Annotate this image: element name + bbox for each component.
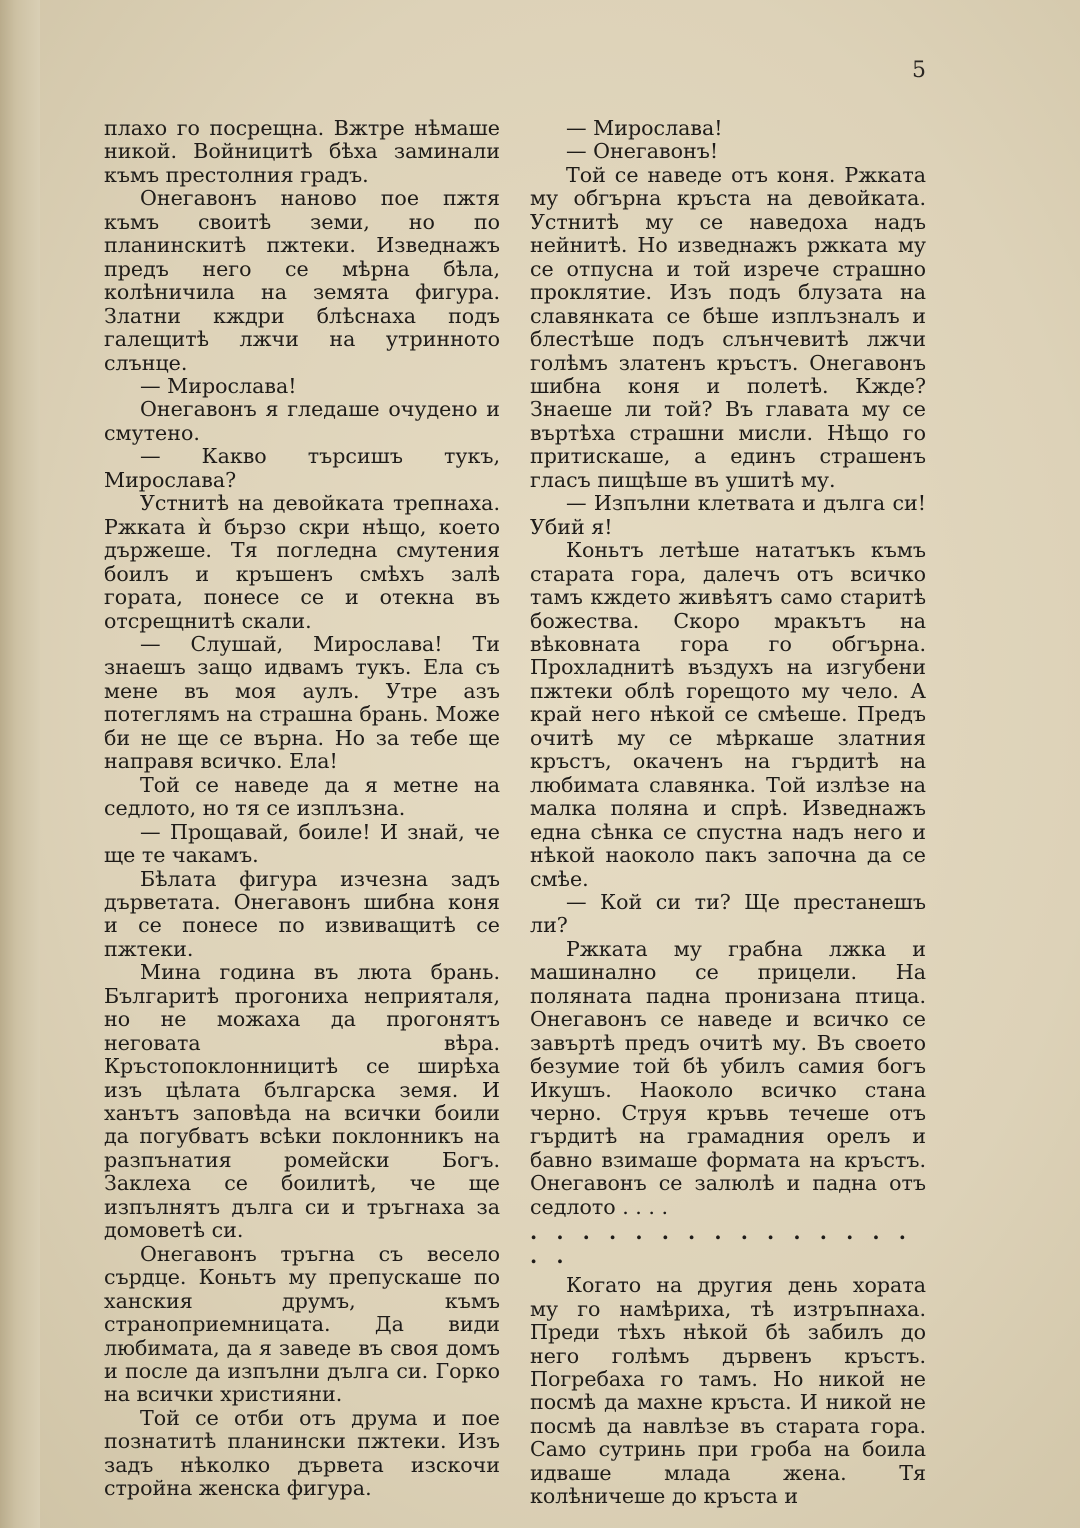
dialogue-line: — Слушай, Мирослава! Ти знаешъ защо идвамъ тукъ. Ела съ мене въ моя аулъ. Утре азъ потеглямъ на страшна брань. Може би не ще се върна. Но за тебе ще направя всичко. Ела! bbox=[104, 631, 500, 774]
paragraph: плахо го посрещна. Вжтре нѣмаше никой. Войницитѣ бѣха заминали къмъ престолния градъ. bbox=[104, 116, 500, 187]
dialogue-line: — Мирослава! bbox=[140, 373, 297, 398]
paragraph: Устнитѣ на девойката трепнаха. Ржката ѝ бързо скри нѣщо, което държеше. Тя погледна смутения боилъ и кръшенъ смѣхъ залѣ гората, понесе се и отекна въ отсрещнитѣ скали. bbox=[104, 491, 500, 633]
dialogue-line: — Какво търсишъ тукъ, Мирослава? bbox=[104, 444, 500, 492]
paragraph: Мина година въ люта брань. Българитѣ прогониха неприяталя, но не можаха да прогонятъ неговата вѣра. Кръстопоклонницитѣ се ширѣха изъ цѣлата българска земя. И ханътъ заповѣда на всички боили да погубватъ всѣки поклонникъ на разпънатия ромейски Богъ. Заклеха се боилитѣ, че ще изпълнятъ дълга си и тръгнаха за домоветѣ си. bbox=[104, 960, 500, 1243]
right-column bbox=[530, 117, 926, 1509]
dialogue-line: — Мирослава! bbox=[566, 116, 723, 140]
paragraph: Когато на другия день хората му го намѣриха, тѣ изтръпнаха. Преди тѣхъ нѣкой бѣ забилъ до него голѣмъ дървенъ кръстъ. Погребаха го тамъ. Но никой не посмѣ да махне кръста. И никой не посмѣ да навлѣзе въ старата гора. Само сутринь при гроба на боила идваше млада жена. Тя колѣничеше до кръста и bbox=[530, 1273, 926, 1509]
page-spine-shadow bbox=[0, 0, 40, 1528]
paragraph: Ржката му грабна лжка и машинално се прицели. На поляната падна пронизана птица. Онегавонъ се наведе и всичко се завъртѣ предъ очитѣ му. Въ своето безумие той бѣ убилъ самия богъ Икушъ. Наоколо всичко стана черно. Струя кръвь течеше отъ гърдитѣ на грамадния орелъ и бавно взимаше формата на кръстъ. Онегавонъ се залюлѣ и падна отъ седлото . . . . bbox=[530, 936, 926, 1219]
paragraph: Онегавонъ наново пое пжтя къмъ своитѣ земи, но по планинскитѣ пжтеки. Изведнажъ предъ него се мѣрна бѣла, колѣничила на земята фигура. Златни кждри блѣснаха подъ галещитѣ лжчи на утринното слънце. bbox=[104, 186, 500, 375]
paragraph: Онегавонъ я гледаше очудено и смутено. bbox=[104, 397, 500, 445]
paragraph: Той се отби отъ друма и пое познатитѣ планински пжтеки. Изъ задъ нѣколко дървета изскочи стройна женска фигура. bbox=[104, 1405, 500, 1501]
paragraph: Онегавонъ тръгна съ весело сърдце. Коньтъ му препускаше по ханския друмъ, къмъ страноприемницата. Да види любимата, да я заведе въ своя домъ и после да изпълни дълга си. Горко на всички християни. bbox=[104, 1241, 500, 1407]
paragraph: Той се наведе да я метне на седлото, но тя се изплъзна. bbox=[104, 772, 500, 821]
paragraph: Коньтъ летѣше нататъкъ къмъ старата гора, далечъ отъ всичко тамъ кждето живѣятъ само старитѣ божества. Скоро мракътъ на вѣковната гора го обгърна. Прохладнитѣ въздухъ на изгубени пжтеки облѣ горещото му чело. А край него нѣкой се смѣеше. Предъ очитѣ му се мѣркаше златния кръстъ, окаченъ на гърдитѣ на любимата славянка. Той излѣзе на малка поляна и спрѣ. Изведнажъ една сѣнка се спустна надъ него и нѣкой наоколо пакъ започна да се смѣе. bbox=[530, 538, 926, 891]
dialogue-line: — Онегавонъ! bbox=[566, 139, 719, 164]
page-number: 5 bbox=[912, 58, 926, 83]
dialogue-line: — Изпълни клетвата и дълга си! Убий я! bbox=[530, 491, 926, 539]
dialogue-line: — Прощавай, боиле! И знай, че ще те чакамъ. bbox=[104, 819, 500, 868]
dialogue-line: — Кой си ти? Ще престанешъ ли? bbox=[530, 889, 926, 938]
paragraph: Той се наведе отъ коня. Ржката му обгърна кръста на девойката. Устнитѣ му се наведоха надъ нейнитѣ. Но изведнажъ ржката му се отпусна и той изрече страшно проклятие. Изъ подъ блузата на славянката се бѣше изплъзналъ и блестѣше подъ слънчевитѣ лжчи голѣмъ златенъ кръстъ. Онегавонъ шибна коня и полетѣ. Кжде? Знаеше ли той? Въ главата му се въртѣха страшни мисли. Нѣщо го притискаше, а единъ страшенъ гласъ пищѣше въ ушитѣ му. bbox=[530, 162, 926, 492]
left-column bbox=[104, 117, 500, 1501]
paragraph: Бѣлата фигура изчезна задъ дърветата. Онегавонъ шибна коня и се понесе по извиващитѣ се пжтеки. bbox=[104, 866, 500, 961]
section-break-dots: . . . . . . . . . . . . . . . . . bbox=[530, 1220, 912, 1268]
